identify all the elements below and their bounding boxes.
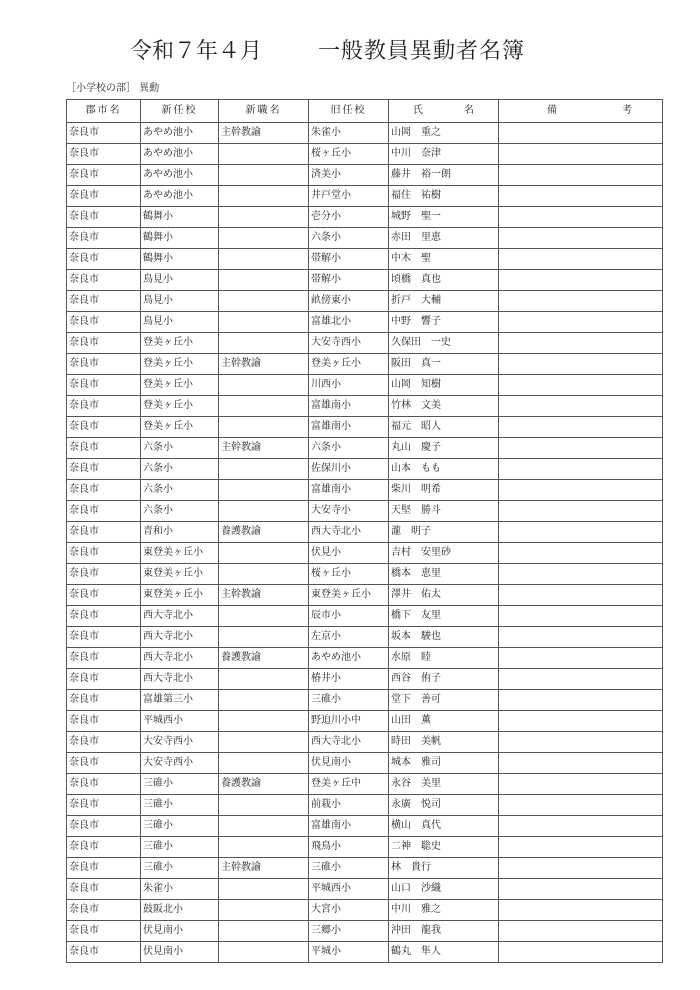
table-row: [67, 291, 663, 312]
cell-old-school: 平城小: [309, 942, 389, 963]
cell-city: 奈良市: [67, 249, 141, 270]
cell-new-position: [219, 165, 309, 186]
cell-remarks: [499, 522, 663, 543]
cell-name: 山田 薫: [389, 711, 499, 732]
table-row: [67, 480, 663, 501]
table-row: [67, 816, 663, 837]
cell-old-school: 桜ヶ丘小: [309, 564, 389, 585]
cell-new-position: [219, 480, 309, 501]
cell-old-school: 帯解小: [309, 249, 389, 270]
cell-city: 奈良市: [67, 480, 141, 501]
cell-city: 奈良市: [67, 627, 141, 648]
cell-new-position: [219, 879, 309, 900]
table-row: [67, 648, 663, 669]
cell-name: 橋下 友里: [389, 606, 499, 627]
cell-old-school: 西大寺北小: [309, 732, 389, 753]
cell-name: 中川 雅之: [389, 900, 499, 921]
cell-city: 奈良市: [67, 375, 141, 396]
cell-name: 瀧 明子: [389, 522, 499, 543]
cell-remarks: [499, 627, 663, 648]
cell-new-school: 三碓小: [141, 774, 219, 795]
cell-name: 永廣 悦司: [389, 795, 499, 816]
cell-remarks: [499, 375, 663, 396]
cell-new-school: 西大寺北小: [141, 669, 219, 690]
cell-old-school: 六条小: [309, 228, 389, 249]
cell-new-position: [219, 795, 309, 816]
cell-new-position: [219, 375, 309, 396]
cell-new-school: 大安寺西小: [141, 732, 219, 753]
cell-remarks: [499, 606, 663, 627]
cell-remarks: [499, 837, 663, 858]
cell-remarks: [499, 270, 663, 291]
table-row: [67, 753, 663, 774]
cell-old-school: 帯解小: [309, 270, 389, 291]
cell-city: 奈良市: [67, 858, 141, 879]
cell-remarks: [499, 354, 663, 375]
column-header-name-b: 名: [464, 105, 474, 116]
cell-remarks: [499, 249, 663, 270]
cell-new-position: [219, 690, 309, 711]
cell-name: 山本 もも: [389, 459, 499, 480]
cell-new-school: 登美ヶ丘小: [141, 333, 219, 354]
cell-name: 赤田 里恵: [389, 228, 499, 249]
cell-name: 竹林 文美: [389, 396, 499, 417]
cell-new-school: 東登美ヶ丘小: [141, 543, 219, 564]
table-row: [67, 837, 663, 858]
cell-new-position: [219, 312, 309, 333]
cell-name: 横山 真代: [389, 816, 499, 837]
cell-city: 奈良市: [67, 606, 141, 627]
cell-remarks: [499, 795, 663, 816]
table-row: [67, 564, 663, 585]
cell-city: 奈良市: [67, 774, 141, 795]
cell-city: 奈良市: [67, 900, 141, 921]
cell-new-position: [219, 459, 309, 480]
cell-new-position: [219, 753, 309, 774]
cell-city: 奈良市: [67, 501, 141, 522]
cell-old-school: 富雄南小: [309, 396, 389, 417]
cell-city: 奈良市: [67, 837, 141, 858]
table-row: [67, 921, 663, 942]
table-row: [67, 459, 663, 480]
cell-city: 奈良市: [67, 669, 141, 690]
cell-new-position: [219, 921, 309, 942]
cell-city: 奈良市: [67, 816, 141, 837]
cell-remarks: [499, 648, 663, 669]
cell-remarks: [499, 207, 663, 228]
cell-new-position: 主幹教諭: [219, 585, 309, 606]
cell-old-school: 伏見小: [309, 543, 389, 564]
cell-new-position: 養護教諭: [219, 648, 309, 669]
cell-name: 鶴丸 隼人: [389, 942, 499, 963]
table-row: [67, 522, 663, 543]
cell-city: 奈良市: [67, 291, 141, 312]
cell-remarks: [499, 858, 663, 879]
cell-old-school: 壱分小: [309, 207, 389, 228]
cell-new-position: [219, 837, 309, 858]
cell-new-school: 鼓阪北小: [141, 900, 219, 921]
table-row: [67, 417, 663, 438]
cell-city: 奈良市: [67, 144, 141, 165]
cell-remarks: [499, 333, 663, 354]
cell-new-position: [219, 396, 309, 417]
cell-city: 奈良市: [67, 921, 141, 942]
cell-name: 天堅 勝斗: [389, 501, 499, 522]
cell-name: 山岡 知樹: [389, 375, 499, 396]
cell-old-school: 三郷小: [309, 921, 389, 942]
cell-old-school: 西大寺北小: [309, 522, 389, 543]
cell-old-school: 富雄南小: [309, 816, 389, 837]
cell-name: 林 貴行: [389, 858, 499, 879]
cell-city: 奈良市: [67, 396, 141, 417]
cell-city: 奈良市: [67, 522, 141, 543]
cell-city: 奈良市: [67, 543, 141, 564]
cell-new-school: 伏見南小: [141, 942, 219, 963]
cell-name: 永谷 美里: [389, 774, 499, 795]
cell-remarks: [499, 921, 663, 942]
column-header-new-position: 新職名: [219, 100, 309, 123]
cell-new-position: 主幹教諭: [219, 438, 309, 459]
cell-name: 山口 沙織: [389, 879, 499, 900]
cell-new-school: あやめ池小: [141, 144, 219, 165]
table-row: [67, 732, 663, 753]
cell-old-school: 伏見南小: [309, 753, 389, 774]
cell-new-school: 東登美ヶ丘小: [141, 564, 219, 585]
table-row: [67, 627, 663, 648]
table-row: [67, 144, 663, 165]
cell-new-school: 登美ヶ丘小: [141, 396, 219, 417]
cell-name: 堂下 善可: [389, 690, 499, 711]
cell-new-position: [219, 207, 309, 228]
cell-new-school: 六条小: [141, 501, 219, 522]
cell-old-school: 佐保川小: [309, 459, 389, 480]
table-row: [67, 900, 663, 921]
cell-name: 西谷 侑子: [389, 669, 499, 690]
cell-city: 奈良市: [67, 690, 141, 711]
cell-remarks: [499, 942, 663, 963]
table-row: [67, 690, 663, 711]
cell-new-school: 三碓小: [141, 858, 219, 879]
cell-new-school: 西大寺北小: [141, 627, 219, 648]
cell-new-position: [219, 564, 309, 585]
cell-new-school: 鶴舞小: [141, 207, 219, 228]
cell-new-school: 鶴舞小: [141, 228, 219, 249]
cell-city: 奈良市: [67, 165, 141, 186]
cell-remarks: [499, 879, 663, 900]
cell-remarks: [499, 438, 663, 459]
cell-new-school: 大安寺西小: [141, 753, 219, 774]
cell-name: 吉村 安里砂: [389, 543, 499, 564]
cell-name: 坂本 駿也: [389, 627, 499, 648]
cell-new-position: [219, 900, 309, 921]
title-date: 令和７年４月: [130, 39, 263, 64]
table-row: [67, 711, 663, 732]
column-header-remarks-b: 考: [622, 105, 632, 116]
cell-city: 奈良市: [67, 942, 141, 963]
cell-remarks: [499, 291, 663, 312]
table-row: [67, 858, 663, 879]
cell-city: 奈良市: [67, 795, 141, 816]
cell-name: 丸山 慶子: [389, 438, 499, 459]
cell-old-school: 三碓小: [309, 858, 389, 879]
column-header-remarks-a: 備: [547, 105, 557, 116]
cell-remarks: [499, 501, 663, 522]
table-row: [67, 333, 663, 354]
cell-city: 奈良市: [67, 354, 141, 375]
page-title: [0, 36, 700, 68]
cell-new-position: 主幹教諭: [219, 858, 309, 879]
cell-new-position: [219, 417, 309, 438]
cell-city: 奈良市: [67, 207, 141, 228]
cell-new-school: 鳥見小: [141, 291, 219, 312]
cell-new-position: [219, 543, 309, 564]
cell-remarks: [499, 312, 663, 333]
cell-new-position: [219, 333, 309, 354]
cell-city: 奈良市: [67, 648, 141, 669]
cell-new-school: 鳥見小: [141, 270, 219, 291]
cell-old-school: 平城西小: [309, 879, 389, 900]
cell-new-position: [219, 711, 309, 732]
table-row: [67, 438, 663, 459]
cell-new-position: [219, 501, 309, 522]
table-row: [67, 795, 663, 816]
cell-old-school: 富雄南小: [309, 417, 389, 438]
cell-old-school: 飛鳥小: [309, 837, 389, 858]
cell-old-school: 大安寺小: [309, 501, 389, 522]
cell-remarks: [499, 564, 663, 585]
cell-old-school: 桜ヶ丘小: [309, 144, 389, 165]
cell-new-position: [219, 732, 309, 753]
cell-new-school: あやめ池小: [141, 165, 219, 186]
cell-remarks: [499, 228, 663, 249]
cell-new-position: [219, 816, 309, 837]
cell-remarks: [499, 753, 663, 774]
cell-city: 奈良市: [67, 564, 141, 585]
cell-old-school: 大宮小: [309, 900, 389, 921]
cell-name: 水原 睦: [389, 648, 499, 669]
cell-new-position: [219, 291, 309, 312]
cell-name: 藤井 裕一朗: [389, 165, 499, 186]
cell-city: 奈良市: [67, 270, 141, 291]
cell-remarks: [499, 123, 663, 144]
cell-new-school: あやめ池小: [141, 186, 219, 207]
section-label: ［小学校の部］ 異動: [66, 83, 160, 94]
title-main: 一般教員異動者名簿: [318, 39, 526, 64]
cell-new-school: 六条小: [141, 459, 219, 480]
transfer-roster-table: [66, 99, 663, 963]
cell-name: 山岡 重之: [389, 123, 499, 144]
cell-remarks: [499, 732, 663, 753]
column-header-new-school: 新任校: [141, 100, 219, 123]
cell-new-position: [219, 270, 309, 291]
cell-remarks: [499, 480, 663, 501]
cell-remarks: [499, 459, 663, 480]
table-row: [67, 501, 663, 522]
cell-new-school: 鶴舞小: [141, 249, 219, 270]
cell-new-school: 鳥見小: [141, 312, 219, 333]
cell-new-school: 西大寺北小: [141, 648, 219, 669]
cell-remarks: [499, 816, 663, 837]
cell-new-position: [219, 942, 309, 963]
cell-new-school: 登美ヶ丘小: [141, 417, 219, 438]
cell-city: 奈良市: [67, 711, 141, 732]
roster-body: [67, 123, 663, 963]
column-header-remarks: [499, 100, 663, 123]
cell-new-school: 青和小: [141, 522, 219, 543]
cell-name: 橋本 恵里: [389, 564, 499, 585]
table-row: [67, 585, 663, 606]
cell-old-school: 井戸堂小: [309, 186, 389, 207]
cell-name: 二神 聡史: [389, 837, 499, 858]
table-row: [67, 375, 663, 396]
cell-new-position: [219, 228, 309, 249]
table-row: [67, 879, 663, 900]
cell-remarks: [499, 690, 663, 711]
cell-new-position: 主幹教諭: [219, 354, 309, 375]
table-row: [67, 270, 663, 291]
cell-new-position: 主幹教諭: [219, 123, 309, 144]
cell-new-school: 三碓小: [141, 816, 219, 837]
cell-new-position: [219, 144, 309, 165]
cell-name: 折戸 大輔: [389, 291, 499, 312]
cell-new-position: 養護教諭: [219, 774, 309, 795]
cell-new-position: 養護教諭: [219, 522, 309, 543]
cell-old-school: 富雄北小: [309, 312, 389, 333]
cell-new-school: 平城西小: [141, 711, 219, 732]
column-header-city: 郡市名: [67, 100, 141, 123]
table-row: [67, 186, 663, 207]
cell-old-school: 三碓小: [309, 690, 389, 711]
cell-name: 澤井 佑太: [389, 585, 499, 606]
cell-new-school: 西大寺北小: [141, 606, 219, 627]
cell-name: 久保田 一史: [389, 333, 499, 354]
cell-name: 城本 雅司: [389, 753, 499, 774]
cell-name: 阪田 真一: [389, 354, 499, 375]
cell-new-position: [219, 669, 309, 690]
cell-new-school: 富雄第三小: [141, 690, 219, 711]
cell-remarks: [499, 144, 663, 165]
cell-new-position: [219, 249, 309, 270]
cell-old-school: 辰市小: [309, 606, 389, 627]
column-header-name: [389, 100, 499, 123]
table-row: [67, 165, 663, 186]
cell-city: 奈良市: [67, 438, 141, 459]
cell-name: 中野 響子: [389, 312, 499, 333]
cell-old-school: 東登美ヶ丘小: [309, 585, 389, 606]
cell-name: 城野 聖一: [389, 207, 499, 228]
cell-remarks: [499, 900, 663, 921]
cell-name: 沖田 龍我: [389, 921, 499, 942]
cell-city: 奈良市: [67, 417, 141, 438]
cell-city: 奈良市: [67, 228, 141, 249]
table-row: [67, 396, 663, 417]
cell-city: 奈良市: [67, 459, 141, 480]
cell-old-school: 川西小: [309, 375, 389, 396]
cell-old-school: 左京小: [309, 627, 389, 648]
cell-city: 奈良市: [67, 879, 141, 900]
cell-old-school: 大安寺西小: [309, 333, 389, 354]
cell-city: 奈良市: [67, 123, 141, 144]
cell-name: 中木 聖: [389, 249, 499, 270]
cell-new-school: 伏見南小: [141, 921, 219, 942]
table-row: [67, 249, 663, 270]
table-row: [67, 774, 663, 795]
cell-new-school: 東登美ヶ丘小: [141, 585, 219, 606]
table-row: [67, 228, 663, 249]
cell-old-school: 登美ヶ丘小: [309, 354, 389, 375]
cell-old-school: 朱雀小: [309, 123, 389, 144]
table-row: [67, 543, 663, 564]
cell-new-school: 三碓小: [141, 837, 219, 858]
column-header-old-school: 旧任校: [309, 100, 389, 123]
cell-new-school: 登美ヶ丘小: [141, 354, 219, 375]
cell-old-school: 済美小: [309, 165, 389, 186]
cell-remarks: [499, 585, 663, 606]
cell-new-position: [219, 606, 309, 627]
cell-remarks: [499, 165, 663, 186]
cell-new-school: 朱雀小: [141, 879, 219, 900]
cell-name: 中川 奈津: [389, 144, 499, 165]
header-row: [67, 100, 663, 123]
cell-remarks: [499, 396, 663, 417]
cell-old-school: 六条小: [309, 438, 389, 459]
cell-new-school: 六条小: [141, 438, 219, 459]
cell-old-school: 畝傍東小: [309, 291, 389, 312]
cell-remarks: [499, 543, 663, 564]
cell-old-school: 登美ヶ丘中: [309, 774, 389, 795]
table-row: [67, 354, 663, 375]
cell-remarks: [499, 186, 663, 207]
cell-old-school: 椿井小: [309, 669, 389, 690]
cell-city: 奈良市: [67, 585, 141, 606]
cell-new-school: 三碓小: [141, 795, 219, 816]
cell-city: 奈良市: [67, 753, 141, 774]
cell-name: 福元 昭人: [389, 417, 499, 438]
cell-old-school: 野迫川小中: [309, 711, 389, 732]
cell-city: 奈良市: [67, 312, 141, 333]
table-row: [67, 942, 663, 963]
cell-new-school: 登美ヶ丘小: [141, 375, 219, 396]
cell-new-school: あやめ池小: [141, 123, 219, 144]
table-row: [67, 312, 663, 333]
table-row: [67, 669, 663, 690]
cell-name: 頃橋 真也: [389, 270, 499, 291]
table-row: [67, 123, 663, 144]
cell-old-school: 富雄南小: [309, 480, 389, 501]
table-row: [67, 606, 663, 627]
cell-remarks: [499, 774, 663, 795]
table-row: [67, 207, 663, 228]
cell-new-position: [219, 627, 309, 648]
cell-city: 奈良市: [67, 333, 141, 354]
cell-remarks: [499, 711, 663, 732]
cell-name: 柴川 明希: [389, 480, 499, 501]
cell-city: 奈良市: [67, 186, 141, 207]
cell-new-position: [219, 186, 309, 207]
cell-new-school: 六条小: [141, 480, 219, 501]
cell-old-school: あやめ池小: [309, 648, 389, 669]
cell-remarks: [499, 417, 663, 438]
column-header-name-a: 氏: [413, 105, 423, 116]
cell-name: 福住 祐樹: [389, 186, 499, 207]
cell-city: 奈良市: [67, 732, 141, 753]
cell-old-school: 前栽小: [309, 795, 389, 816]
cell-name: 時田 美帆: [389, 732, 499, 753]
cell-remarks: [499, 669, 663, 690]
